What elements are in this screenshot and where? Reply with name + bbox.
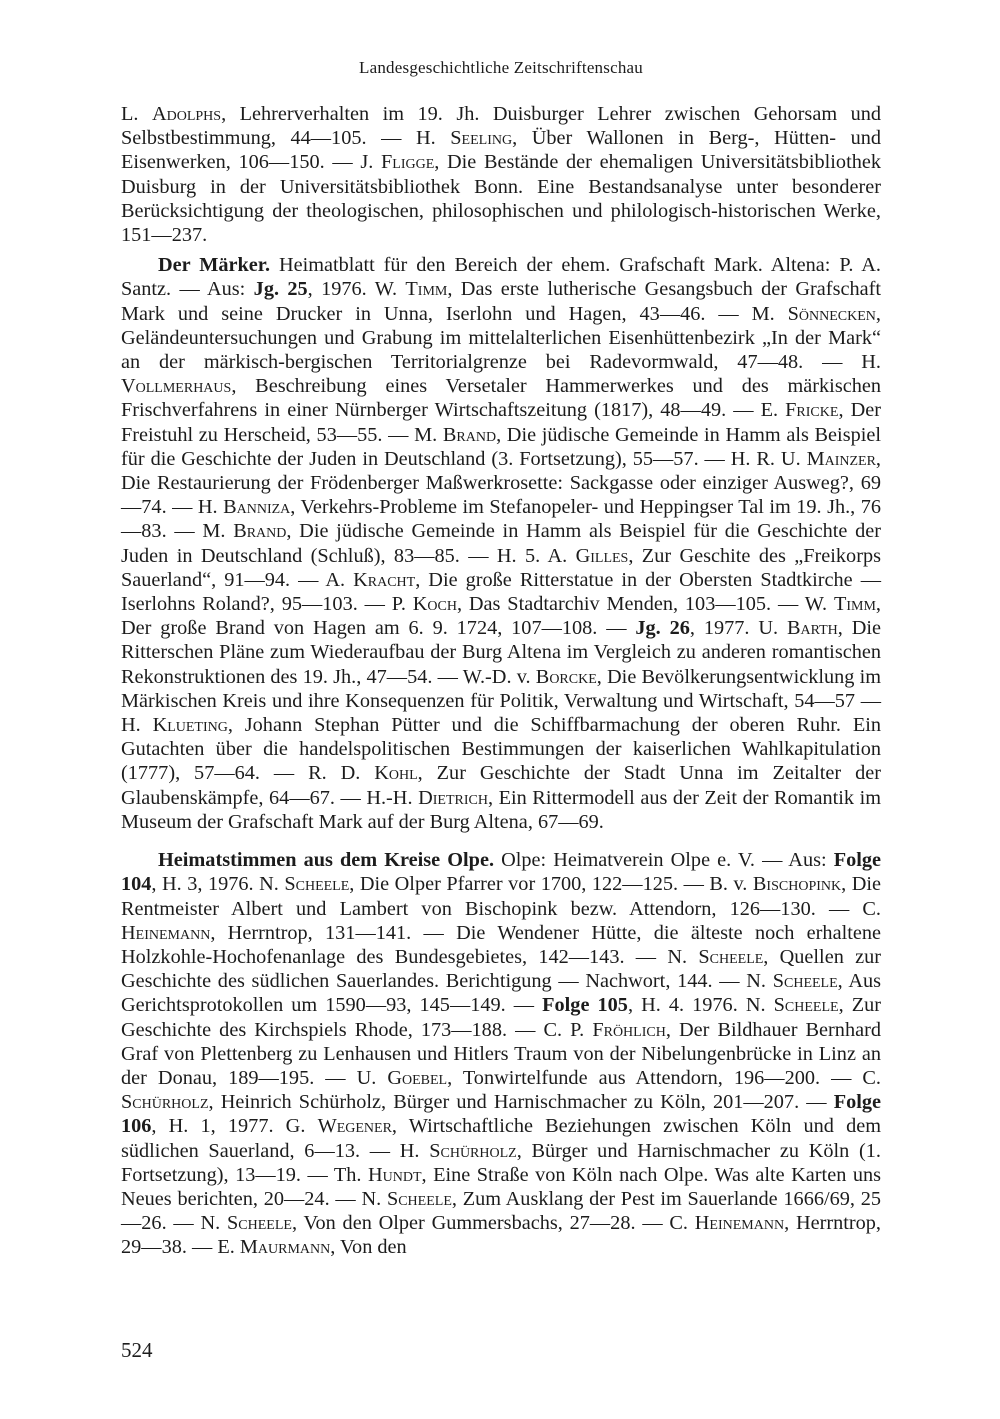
- entry-text: , Lehrerverhalten im 19. Jh. Duisburger Lehrer zwischen Gehorsam und Selbstbestimmung, 44—105. — H.: [121, 103, 882, 150]
- entry-text: , Beschreibung eines Versetaler Hammerwerkes und des märkischen Frischverfahrens in einer Nürnberger Wirtschaftszeitung (1817), 48—49. — E.: [121, 375, 881, 422]
- author-name: Scheele: [773, 994, 839, 1017]
- entry-text: , Die Bestände der ehemaligen Universitätsbibliothek Duisburg in der Universitätsbibliothek Bonn. Eine Bestandsanalyse unter besonderer Berücksichtigung der theologischen, philosophischen und philologisch-historischen Werke, 151—237.: [121, 151, 881, 247]
- entry-text: , Von den Olper Gummersbachs, 27—28. — C.: [291, 1212, 695, 1235]
- author-name: Timm: [833, 593, 876, 616]
- author-name: Fricke: [785, 399, 839, 422]
- entry-text: , Eine Straße von Köln nach Olpe. Was alte Karten uns Neues berichten, 20—24. — N.: [121, 1163, 882, 1210]
- author-name: Mainzer: [806, 447, 876, 470]
- author-name: Dietrich: [418, 786, 488, 809]
- entry-duisburg-continuation: [121, 102, 881, 247]
- author-name: Scheele: [284, 873, 350, 896]
- entry-text: , Der große Brand von Hagen am 6. 9. 1724, 107—108. —: [121, 593, 881, 640]
- entry-text: , Ein Rittermodell aus der Zeit der Romantik im Museum der Grafschaft Mark auf der Burg Altena, 67—69.: [121, 786, 881, 833]
- entry-text: , Von den: [330, 1236, 407, 1259]
- bold-reference: Folge 106: [121, 1091, 881, 1138]
- entry-text: , Zur Geschite des „Freikorps Sauerland“, 91—94. — A.: [121, 544, 881, 591]
- entry-text: , Wirtschaftliche Beziehungen zwischen Köln und dem südlichen Sauerland, 6—13. — H.: [121, 1115, 881, 1162]
- entry-text: , Die Olper Pfarrer vor 1700, 122—125. — B. v.: [349, 873, 753, 896]
- author-name: Gilles: [575, 544, 629, 567]
- author-name: Heinemann: [121, 921, 211, 944]
- entry-text: , Der Freistuhl zu Herscheid, 53—55. — M.: [121, 399, 881, 446]
- entry-text: , Zum Ausklang der Pest im Sauerlande 1666/69, 25—26. — N.: [121, 1187, 882, 1235]
- entry-text: , Zur Geschichte des Kirchspiels Rhode, 173—188. — C. P.: [121, 994, 881, 1041]
- entry-text: , Herrntrop, 131—141. — Die Wendener Hütte, die älteste noch erhaltene Holzkohle-Hochofenanlage des Bundesgebietes, 142—143. — N.: [121, 921, 881, 968]
- author-name: Sönnecken: [787, 302, 876, 325]
- entry-text: , Die Restaurierung der Frödenberger Maßwerkrosette: Sackgasse oder einziger Ausweg?, 69—74. — H.: [121, 447, 881, 519]
- author-name: Scheele: [698, 945, 764, 968]
- entry-text: , Die jüdische Gemeinde in Hamm als Beispiel für die Geschichte der Juden in Deutschland (3. Fortsetzung), 55—57. — H. R. U.: [121, 423, 882, 470]
- author-name: Schürholz: [429, 1139, 517, 1162]
- author-name: Koch: [412, 593, 457, 616]
- entry-text: Heimatblatt für den Bereich der ehem. Grafschaft Mark. Altena: P. A. Santz. — Aus:: [121, 254, 881, 301]
- entry-text: L.: [121, 103, 152, 125]
- author-name: Goebel: [387, 1066, 448, 1089]
- author-name: Schürholz: [121, 1091, 209, 1114]
- entry-text: , H. 3, 1976. N.: [151, 873, 285, 896]
- entry-text: , Heinrich Schürholz, Bürger und Harnischmacher zu Köln, 201—207. —: [208, 1091, 834, 1114]
- entry-text: , H. 1, 1977. G.: [151, 1115, 318, 1138]
- entry-heimatstimmen-olpe: [121, 848, 881, 1259]
- entry-text: , Aus Gerichtsprotokollen um 1590—93, 145—149. —: [121, 970, 881, 1017]
- running-head: Landesgeschichtliche Zeitschriftenschau: [359, 58, 643, 77]
- author-name: Scheele: [227, 1212, 292, 1235]
- entry-text: , Zur Geschichte der Stadt Unna im Zeitalter der Glaubenskämpfe, 64—67. — H.-H.: [121, 762, 881, 809]
- bold-reference: Jg. 26: [635, 617, 690, 640]
- author-name: Klueting: [152, 714, 228, 737]
- author-name: Wegener: [317, 1115, 392, 1138]
- author-name: Brand: [233, 520, 287, 543]
- entry-text: , 1976. W.: [307, 278, 406, 301]
- entry-text: , Quellen zur Geschichte des südlichen Sauerlandes. Berichtigung — Nachwort, 144. — N.: [121, 945, 882, 993]
- author-name: Adolphs: [151, 103, 222, 125]
- entry-text: , H. 4. 1976. N.: [627, 994, 774, 1017]
- author-name: Fröhlich: [592, 1018, 666, 1041]
- author-name: Banniza: [223, 496, 291, 519]
- author-name: Brand: [442, 423, 497, 446]
- entry-text: , Die große Ritterstatue in der Obersten Stadtkirche — Iserlohns Roland?, 95—103. — P.: [121, 568, 881, 616]
- bold-reference: Jg. 25: [253, 278, 308, 301]
- author-name: Heinemann: [694, 1212, 785, 1235]
- entry-der-maerker: [121, 253, 881, 834]
- entry-text: , Die jüdische Gemeinde in Hamm als Beispiel für die Geschichte der Juden in Deutschland (Schluß), 83—85. — H. 5. A.: [121, 520, 881, 567]
- author-name: Borcke: [535, 665, 597, 688]
- entry-text: , Das Stadtarchiv Menden, 103—105. — W.: [456, 593, 834, 616]
- bold-reference: Der Märker.: [158, 254, 271, 277]
- author-name: Bischopink: [752, 873, 842, 896]
- entry-text: , Bürger und Harnischmacher zu Köln (1. Fortsetzung), 13—19. — Th.: [121, 1139, 881, 1186]
- bold-reference: Folge 105: [542, 994, 628, 1017]
- author-name: Scheele: [772, 970, 838, 993]
- entry-text: , Die Ritterschen Pläne zum Wiederaufbau der Burg Altena im Vergleich zu anderen romantischen Rekonstruktionen des 19. Jh., 47—54. — W.-D. v.: [121, 617, 881, 688]
- bold-reference: Folge 104: [121, 849, 881, 896]
- entry-text: , Die Rentmeister Albert und Lambert von Bischopink bezw. Attendorn, 126—130. — C.: [121, 873, 881, 920]
- author-name: Kracht: [353, 568, 416, 591]
- author-name: Maurmann: [239, 1236, 331, 1259]
- entry-text: , Johann Stephan Pütter und die Schiffbarmachung der oberen Ruhr. Ein Gutachten über die handelspolitischen Bestimmungen der kaiserlichen Wahlkapitulation (1777), 57—64. — R. D.: [121, 714, 881, 785]
- author-name: Barth: [786, 617, 838, 640]
- entry-text: , Herrntrop, 29—38. — E.: [121, 1212, 881, 1259]
- bold-reference: Heimatstimmen aus dem Kreise Olpe.: [158, 849, 495, 872]
- page-number: 524: [121, 1338, 153, 1362]
- author-name: Vollmerhaus: [121, 375, 232, 398]
- author-name: Scheele: [386, 1187, 452, 1210]
- entry-text: Olpe: Heimatverein Olpe e. V. — Aus:: [494, 849, 834, 872]
- author-name: Kohl: [374, 762, 418, 785]
- entry-text: , Verkehrs-Probleme im Stefanopeler- und Heppingser Tal im 19. Jh., 76—83. — M.: [121, 496, 882, 543]
- entry-text: , Tonwirtelfunde aus Attendorn, 196—200. — C.: [447, 1066, 881, 1089]
- author-name: Hundt: [368, 1163, 422, 1186]
- author-name: Timm: [405, 278, 448, 301]
- entry-text: , Geländeuntersuchungen und Grabung im mittelalterlichen Eisenhüttenbezirk „In der Mark“ an der märkisch-bergischen Territorialgrenze bei Radevormwald, 47—48. — H.: [121, 302, 881, 374]
- author-name: Seeling: [450, 127, 513, 150]
- entry-text: , 1977. U.: [689, 617, 787, 640]
- entry-text: , Über Wallonen in Berg-, Hütten- und Eisenwerken, 106—150. — J.: [121, 127, 881, 174]
- entry-text: , Das erste lutherische Gesangsbuch der Grafschaft Mark und seine Drucker in Unna, Iserlohn und Hagen, 43—46. — M.: [121, 278, 881, 325]
- document-page: [121, 56, 881, 1260]
- author-name: Fligge: [380, 151, 435, 174]
- entry-text: , Der Bildhauer Bernhard Graf von Plettenberg zu Lenhausen und Hitlers Traum von der Nibelungenbrücke in Linz an der Donau, 189—195. — U.: [121, 1018, 881, 1089]
- entry-text: , Die Bevölkerungsentwicklung im Märkischen Kreis und ihre Konsequenzen für Politik, Verwaltung und Wirtschaft, 54—57 — H.: [121, 665, 882, 737]
